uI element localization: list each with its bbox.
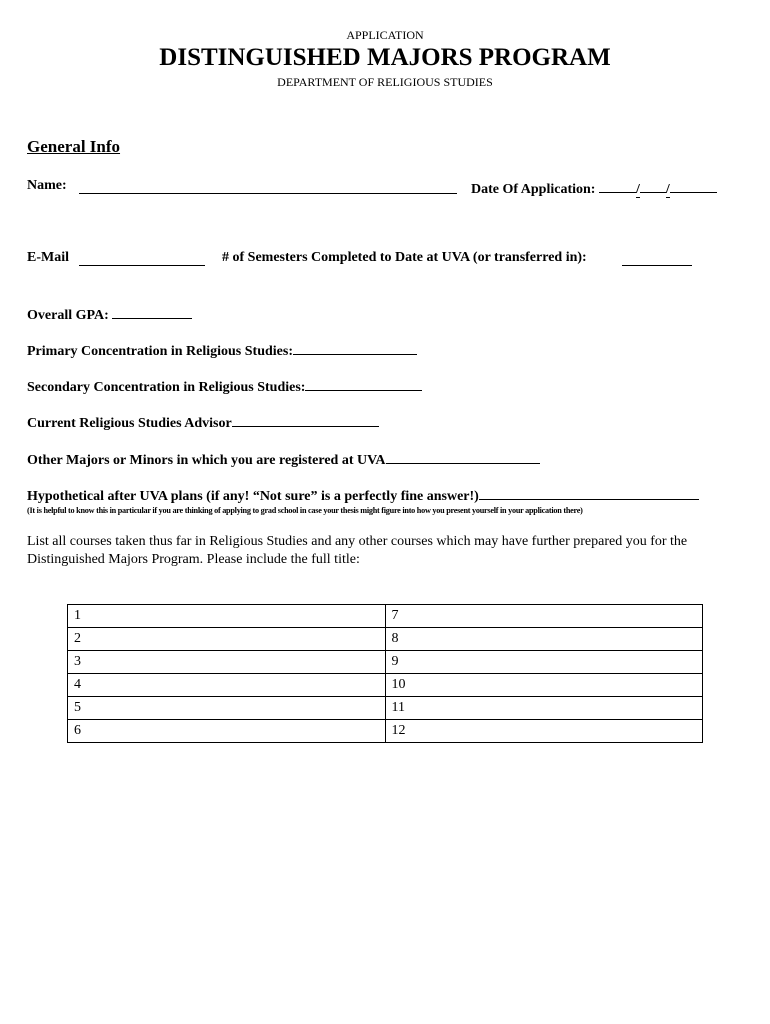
form-kicker: APPLICATION (346, 28, 424, 42)
semesters-field[interactable] (622, 251, 692, 266)
email-label: E-Mail (27, 250, 69, 265)
plans-field[interactable] (479, 485, 699, 500)
primary-concentration-row (27, 340, 417, 360)
date-separator: / (665, 182, 670, 197)
date-year-blank[interactable] (670, 178, 717, 193)
date-month-blank[interactable] (599, 178, 636, 193)
semesters-label: # of Semesters Completed to Date at UVA (or transferred in): (222, 250, 587, 265)
table-row (68, 628, 703, 651)
course-cell[interactable]: 3 (68, 651, 386, 674)
gpa-label: Overall GPA: (27, 308, 109, 323)
table-row (68, 605, 703, 628)
date-of-application-field[interactable] (471, 178, 717, 198)
other-majors-label: Other Majors or Minors in which you are registered at UVA (27, 453, 386, 468)
courses-instructions-line2: Distinguished Majors Program. Please include the full title: (27, 552, 360, 567)
section-heading: General Info (27, 137, 121, 156)
advisor-row (27, 412, 379, 432)
plans-note: (It is helpful to know this in particular if you are thinking of applying to grad school in case your thesis might figure into how you present yourself in your application there) (27, 506, 583, 515)
secondary-concentration-row (27, 376, 422, 396)
primary-concentration-field[interactable] (293, 340, 417, 355)
secondary-concentration-label: Secondary Concentration in Religious Studies: (27, 380, 306, 395)
table-row (68, 674, 703, 697)
name-label: Name: (27, 178, 67, 193)
date-day-blank[interactable] (640, 178, 666, 193)
course-cell[interactable]: 5 (68, 697, 386, 720)
name-field[interactable] (79, 179, 457, 194)
course-cell[interactable]: 1 (68, 605, 386, 628)
course-cell[interactable]: 7 (385, 605, 703, 628)
other-majors-row (27, 449, 540, 469)
courses-table (67, 604, 703, 743)
courses-instructions-line1: List all courses taken thus far in Religious Studies and any other courses which may have further prepared you for the (27, 534, 688, 549)
email-field[interactable] (79, 251, 205, 266)
gpa-row (27, 304, 192, 324)
plans-label: Hypothetical after UVA plans (if any! “Not sure” is a perfectly fine answer!) (27, 489, 479, 504)
plans-row (27, 485, 699, 505)
course-cell[interactable]: 6 (68, 720, 386, 743)
table-row (68, 651, 703, 674)
department-name: DEPARTMENT OF RELIGIOUS STUDIES (277, 75, 493, 89)
course-cell[interactable]: 8 (385, 628, 703, 651)
gpa-field[interactable] (112, 304, 192, 319)
course-cell[interactable]: 4 (68, 674, 386, 697)
course-cell[interactable]: 10 (385, 674, 703, 697)
course-cell[interactable]: 12 (385, 720, 703, 743)
form-title: DISTINGUISHED MAJORS PROGRAM (159, 44, 611, 71)
secondary-concentration-field[interactable] (305, 376, 422, 391)
advisor-label: Current Religious Studies Advisor (27, 416, 232, 431)
date-label: Date Of Application: (471, 182, 596, 197)
table-row (68, 697, 703, 720)
course-cell[interactable]: 2 (68, 628, 386, 651)
advisor-field[interactable] (232, 412, 379, 427)
course-cell[interactable]: 9 (385, 651, 703, 674)
course-cell[interactable]: 11 (385, 697, 703, 720)
primary-concentration-label: Primary Concentration in Religious Studies: (27, 344, 293, 359)
table-row (68, 720, 703, 743)
date-separator: / (635, 182, 640, 197)
other-majors-field[interactable] (386, 449, 540, 464)
